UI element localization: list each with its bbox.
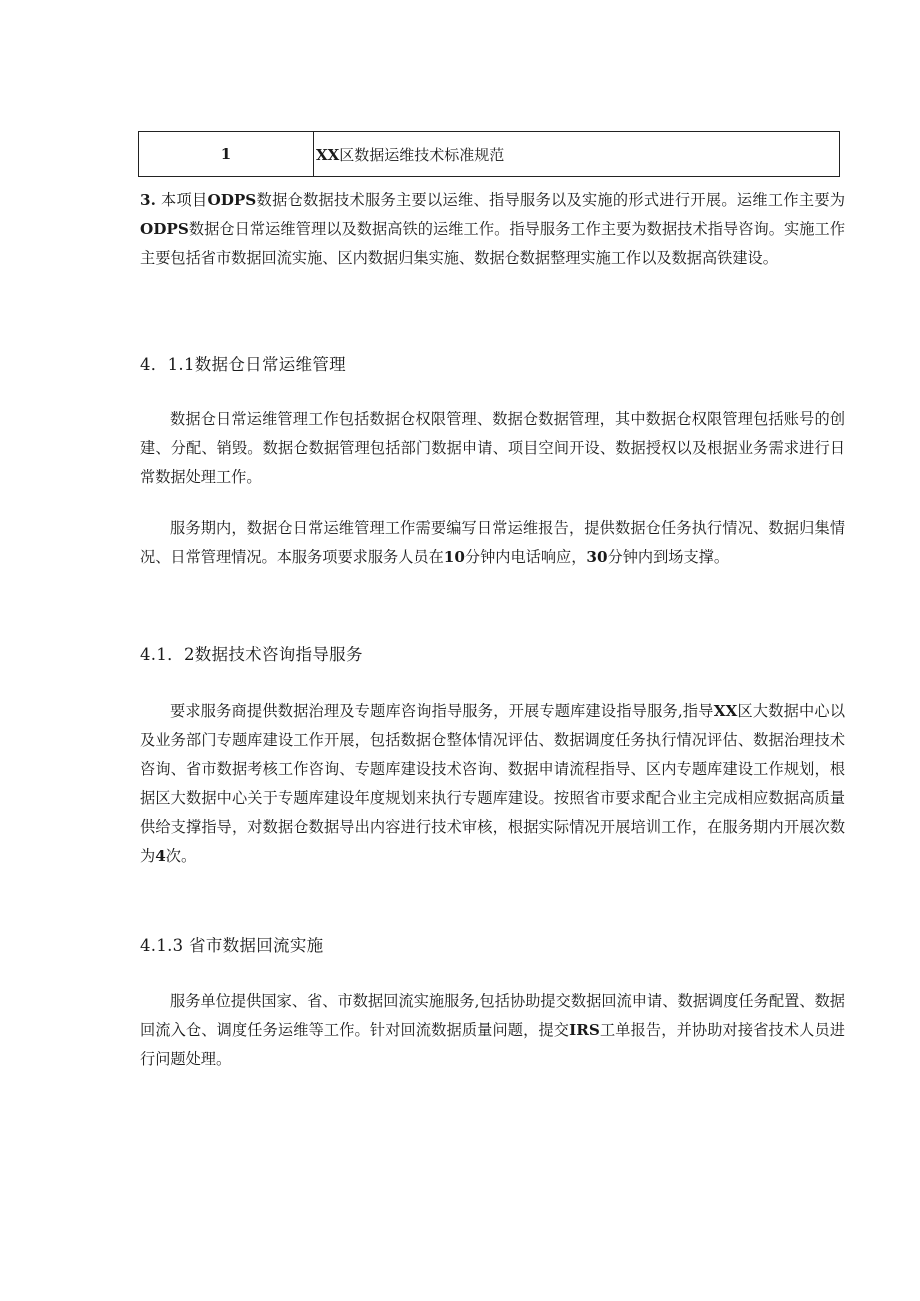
bold-run: 4 xyxy=(155,847,166,865)
bold-run: IRS xyxy=(569,1021,600,1039)
text-run: 次。 xyxy=(165,847,197,865)
paragraph-4-1-1-b xyxy=(140,514,845,572)
text-run: 区大数据中心以及业务部门专题库建设工作开展，包括数据仓整体情况评估、数据调度任务执行情况评估、数据治理技术咨询、省市数据考核工作咨询、专题库建设技术咨询、数据申请流程指导、区内专题库建设工作规划，根据区大数据中心关于专题库建设年度规划来执行专题库建设。按照省市要求配合业主完成相应数据高质量供给支撑指导，对数据仓数据导出内容进行技术审核，根据实际情况开展培训工作，在服务期内开展次数为 xyxy=(140,702,846,865)
title-prefix: XX xyxy=(316,145,340,164)
heading-4-1-3: 4.1.3 省市数据回流实施 xyxy=(140,936,324,955)
paragraph-4-1-2 xyxy=(140,697,845,871)
table-cell-title xyxy=(314,132,840,177)
standards-table xyxy=(138,131,840,177)
bold-run: 30 xyxy=(586,548,608,566)
text-run: 数据仓数据技术服务主要以运维、指导服务以及实施的形式进行开展。运维工作主要为 xyxy=(256,191,846,209)
text-run: 工单报告，并协助对接省技术人员进行问题处理。 xyxy=(140,1021,846,1068)
title-text: 区数据运维技术标准规范 xyxy=(339,145,505,164)
text-run: 服务单位提供国家、省、市数据回流实施服务,包括协助提交数据回流申请、数据调度任务配置、数据回流入仓、调度任务运维等工作。针对回流数据质量问题，提交 xyxy=(140,992,845,1039)
paragraph-4-1-1-a: 数据仓日常运维管理工作包括数据仓权限管理、数据仓数据管理，其中数据仓权限管理包括账号的创建、分配、销毁。数据仓数据管理包括部门数据申请、项目空间开设、数据授权以及根据业务需求进行日常数据处理工作。 xyxy=(140,410,845,486)
bold-run: ODPS xyxy=(140,220,189,238)
section-number: 3. xyxy=(140,191,156,209)
paragraph-4-1-3 xyxy=(140,987,845,1074)
table-row xyxy=(139,132,840,177)
heading-4-1-1: 4．1.1数据仓日常运维管理 xyxy=(140,355,346,374)
text-run: 服务期内，数据仓日常运维管理工作需要编写日常运维报告，提供数据仓任务执行情况、数据归集情况、日常管理情况。本服务项要求服务人员在 xyxy=(140,519,845,566)
bold-run: ODPS xyxy=(207,191,257,209)
text-run: 分钟内电话响应， xyxy=(464,548,587,566)
table-cell-number: 1 xyxy=(139,132,314,177)
text-run: 本项目 xyxy=(161,191,208,209)
bold-run: XX xyxy=(713,702,738,720)
bold-run: 10 xyxy=(443,548,465,566)
text-run: 要求服务商提供数据治理及专题库咨询指导服务，开展专题库建设指导服务,指导 xyxy=(170,702,714,720)
text-run: 分钟内到场支撑。 xyxy=(607,548,730,566)
section-3-paragraph xyxy=(140,186,845,273)
heading-4-1-2: 4.1．2数据技术咨询指导服务 xyxy=(140,645,363,664)
text-run: 数据仓日常运维管理以及数据高铁的运维工作。指导服务工作主要为数据技术指导咨询。实施工作主要包括省市数据回流实施、区内数据归集实施、数据仓数据整理实施工作以及数据高铁建设。 xyxy=(140,220,845,267)
